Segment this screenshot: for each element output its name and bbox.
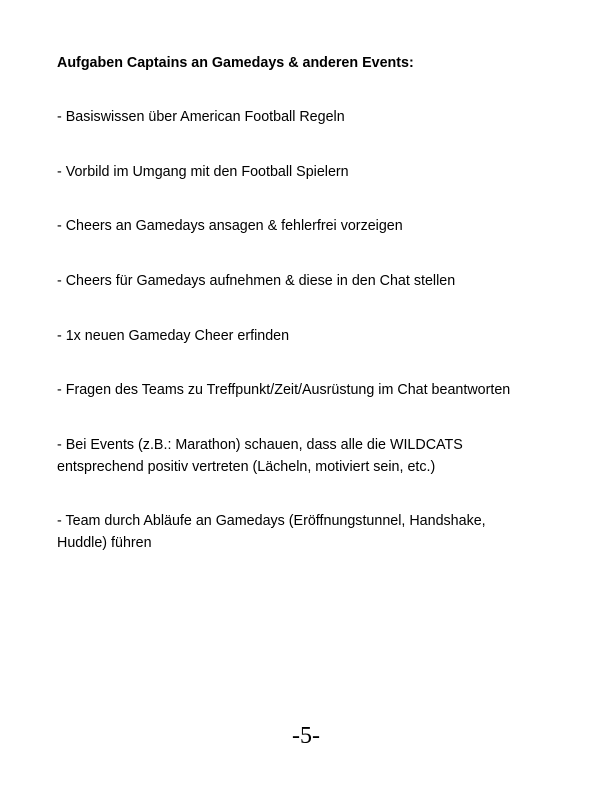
list-item: - 1x neuen Gameday Cheer erfinden [57,328,290,344]
list-item: - Fragen des Teams zu Treffpunkt/Zeit/Ausrüstung im Chat beantworten [57,382,511,398]
page-heading: Aufgaben Captains an Gamedays & anderen Events: [57,55,414,71]
list-item: - Basiswissen über American Football Regeln [57,109,345,125]
list-item: - Cheers an Gamedays ansagen & fehlerfrei vorzeigen [57,218,403,234]
list-item: - Cheers für Gamedays aufnehmen & diese in den Chat stellen [57,273,456,289]
list-item: - Vorbild im Umgang mit den Football Spielern [57,164,349,180]
list-item: - Team durch Abläufe an Gamedays (Eröffnungstunnel, Handshake, Huddle) führen [57,513,486,551]
list-item: - Bei Events (z.B.: Marathon) schauen, dass alle die WILDCATS entsprechend positiv vertreten (Lächeln, motiviert sein, etc.) [57,437,463,475]
page-number: -5- [292,723,320,749]
